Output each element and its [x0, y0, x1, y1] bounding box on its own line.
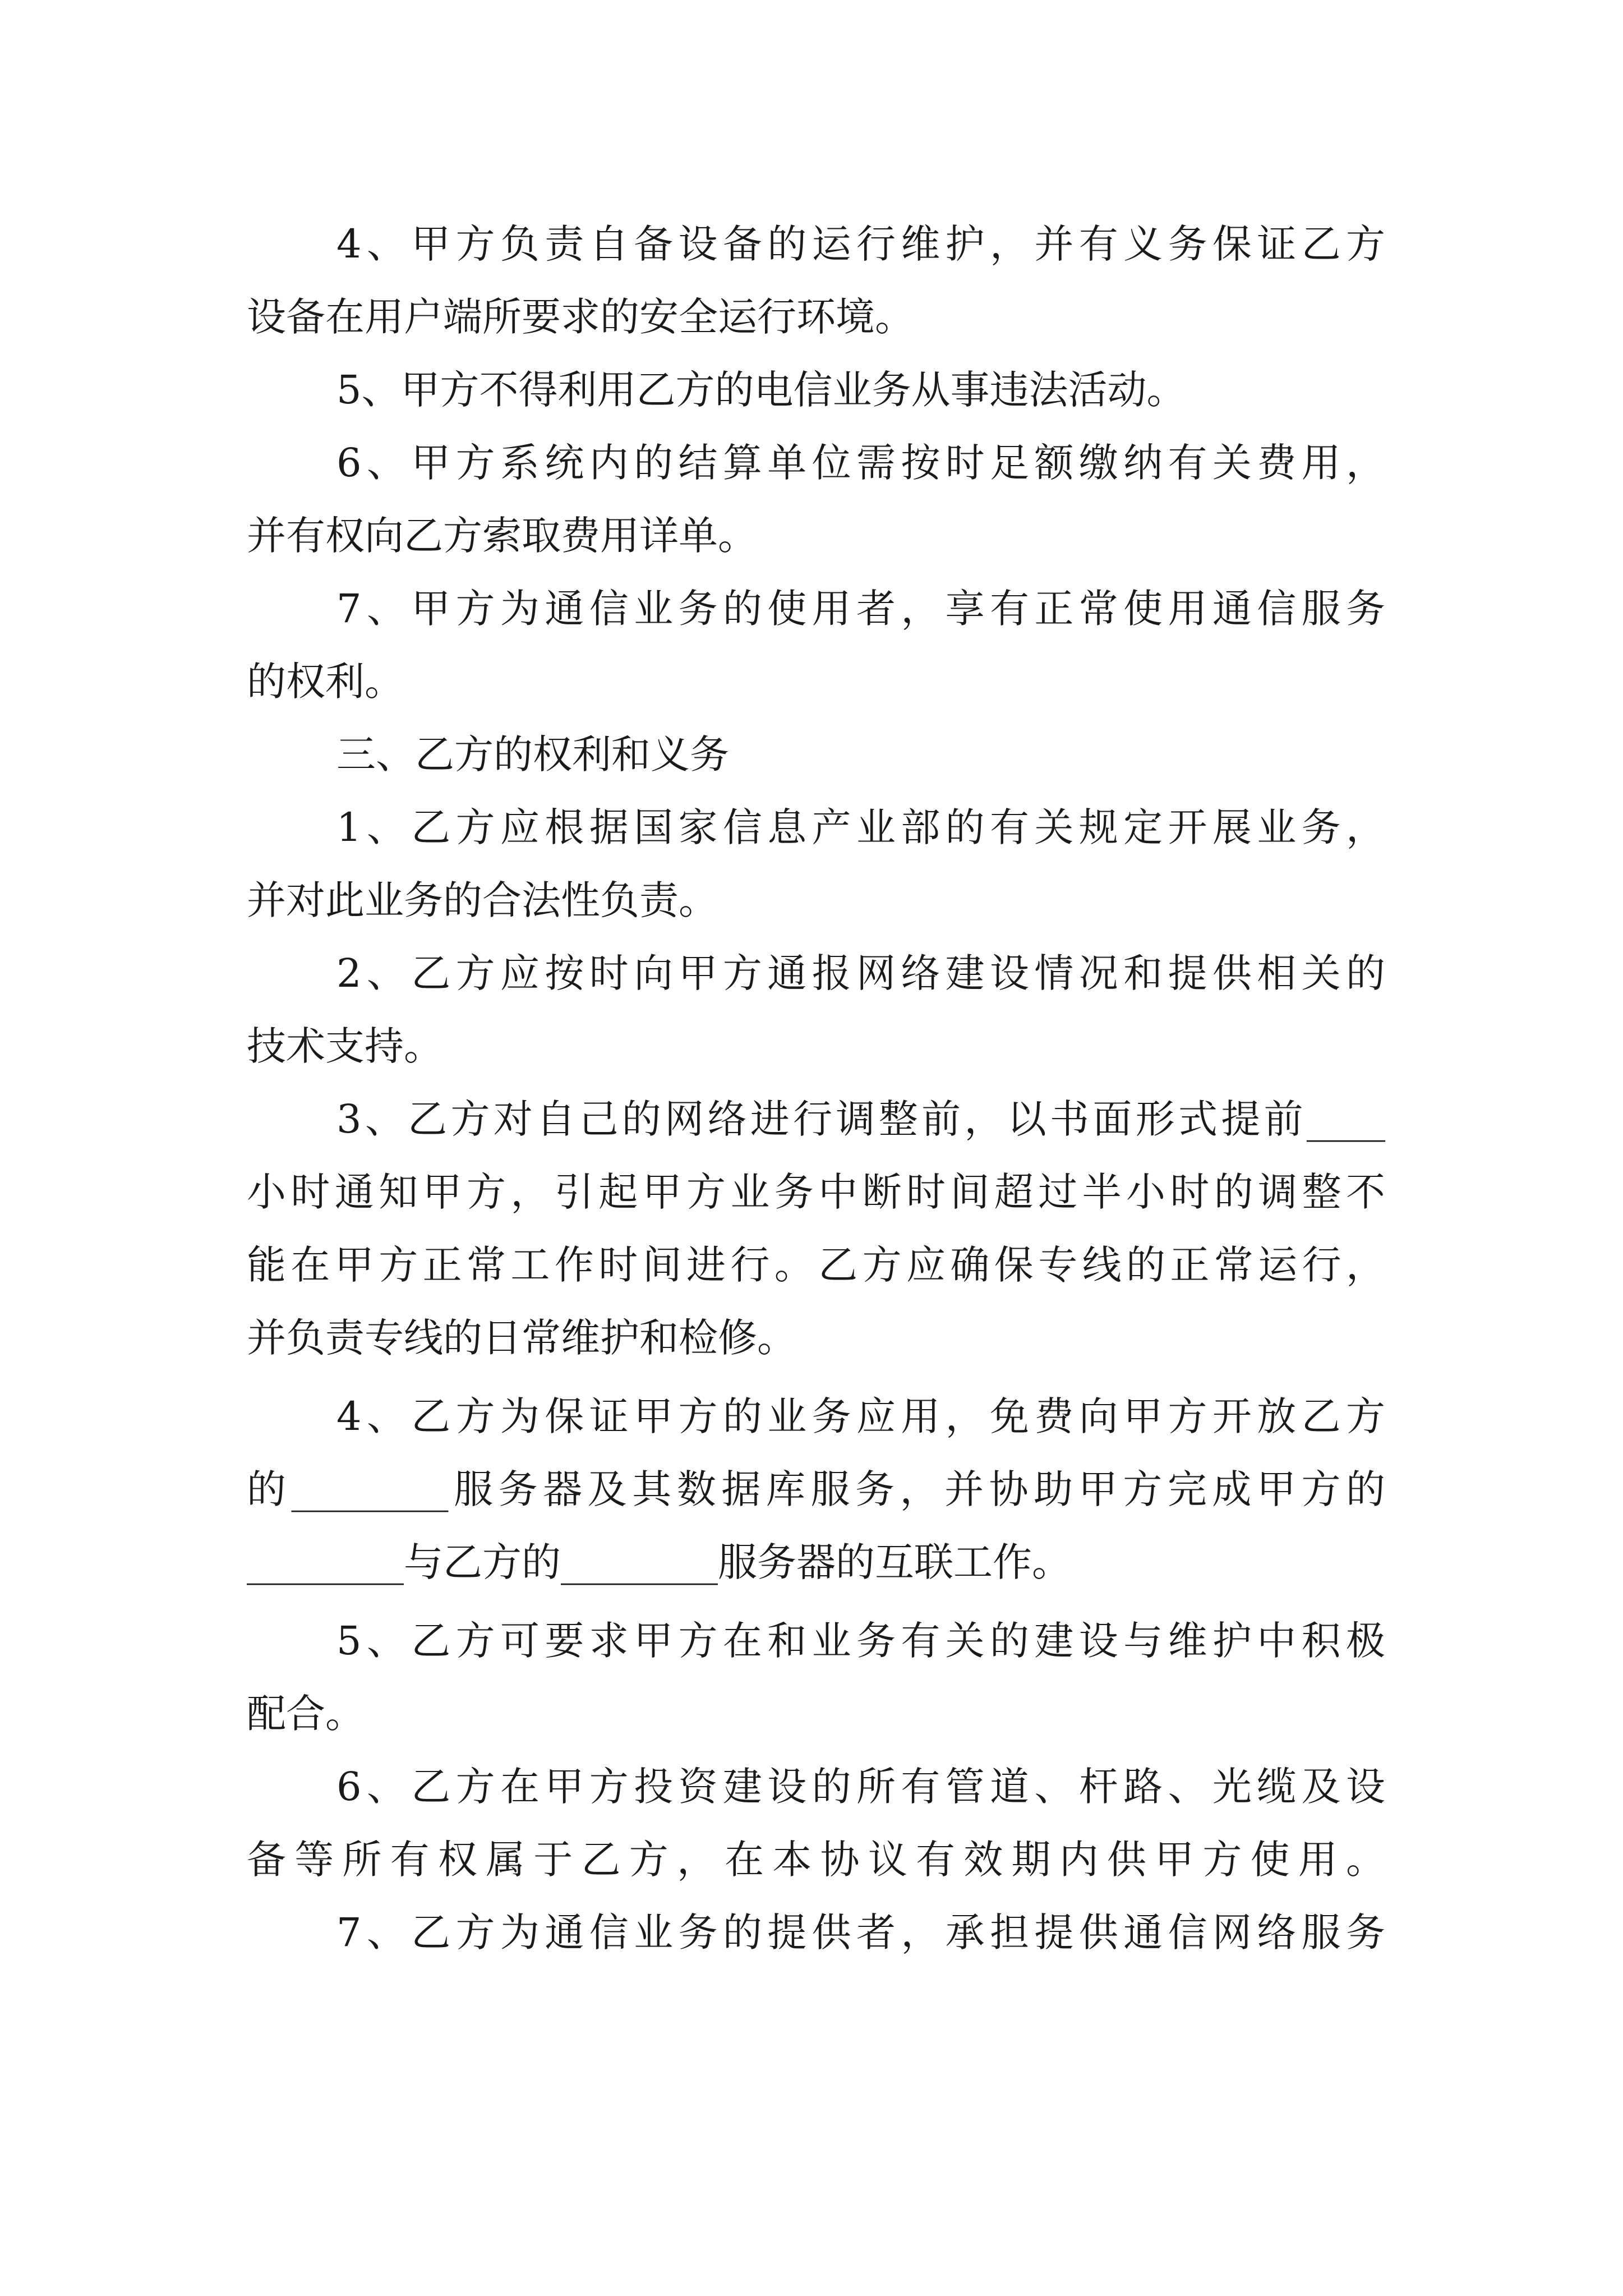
text-line: 小时通知甲方，引起甲方业务中断时间超过半小时的调整不: [247, 1169, 1385, 1215]
text-line: 的________服务器及其数据库服务，并协助甲方完成甲方的: [247, 1466, 1385, 1512]
text-line: 并对此业务的合法性负责。: [247, 877, 718, 923]
text-line: 5、甲方不得利用乙方的电信业务从事违法活动。: [336, 367, 1186, 413]
text-line: 4、乙方为保证甲方的业务应用，免费向甲方开放乙方: [336, 1393, 1385, 1439]
text-line: 配合。: [247, 1691, 365, 1737]
section-heading: 三、乙方的权利和义务: [336, 731, 729, 777]
text-line: 并负责专线的日常维护和检修。: [247, 1315, 796, 1361]
text-line: 3、乙方对自己的网络进行调整前，以书面形式提前____: [336, 1096, 1385, 1142]
text-line: 7、乙方为通信业务的提供者，承担提供通信网络服务: [336, 1910, 1385, 1955]
text-line: 2、乙方应按时向甲方通报网络建设情况和提供相关的: [336, 950, 1385, 996]
text-line: ________与乙方的________服务器的互联工作。: [247, 1539, 1071, 1585]
text-line: 技术支持。: [247, 1023, 443, 1069]
text-line: 并有权向乙方索取费用详单。: [247, 513, 757, 559]
text-line: 7、甲方为通信业务的使用者，享有正常使用通信服务: [336, 586, 1385, 632]
text-line: 设备在用户端所要求的安全运行环境。: [247, 294, 914, 340]
text-line: 备等所有权属于乙方，在本协议有效期内供甲方使用。: [247, 1837, 1385, 1883]
text-line: 能在甲方正常工作时间进行。乙方应确保专线的正常运行，: [247, 1242, 1385, 1288]
text-line: 6、甲方系统内的结算单位需按时足额缴纳有关费用，: [336, 440, 1385, 486]
text-line: 6、乙方在甲方投资建设的所有管道、杆路、光缆及设: [336, 1764, 1385, 1810]
text-line: 的权利。: [247, 659, 404, 705]
text-line: 4、甲方负责自备设备的运行维护，并有义务保证乙方: [336, 221, 1385, 267]
text-line: 1、乙方应根据国家信息产业部的有关规定开展业务，: [336, 804, 1385, 850]
text-line: 5、乙方可要求甲方在和业务有关的建设与维护中积极: [336, 1618, 1385, 1664]
